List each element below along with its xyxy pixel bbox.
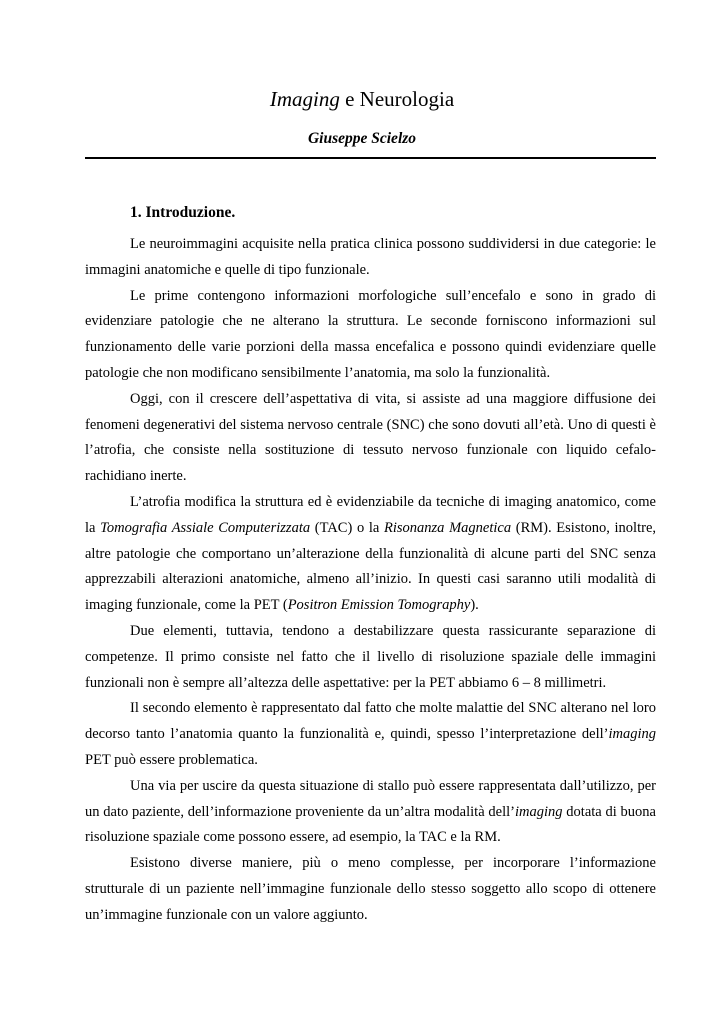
paragraph xyxy=(85,490,656,619)
italic-term: Tomografia Assiale Computerizzata xyxy=(100,519,311,536)
paragraph-text: Due elementi, tuttavia, tendono a destabilizzare questa rassicurante separazione di competenze. Il primo consiste nel fatto che il livello di risoluzione spaziale delle immagini funzionali non è sempre all’altezza delle aspettative: per la PET abbiamo 6 – 8 millimetri. xyxy=(85,622,656,691)
paragraph-text: Le prime contengono informazioni morfologiche sull’encefalo e sono in grado di evidenziare patologie che ne alterano la struttura. Le seconde forniscono informazioni sul funzionamento delle varie porzioni della massa encefalica e possono quindi evidenziare quelle patologie che non modificano sensibilmente l’anatomia, ma solo la funzionalità. xyxy=(85,287,656,381)
body-text xyxy=(85,232,656,929)
paragraph-text: dotata di buona risoluzione spaziale come possono essere, ad esempio, la TAC e la RM. xyxy=(85,803,656,846)
paragraph xyxy=(85,851,656,928)
italic-term: Positron Emission Tomography xyxy=(287,597,471,614)
paragraph-text: Esistono diverse maniere, più o meno complesse, per incorporare l’informazione strutturale di un paziente nell’immagine funzionale dello stesso soggetto allo scopo di ottenere un’immagine funzionale con un valore aggiunto. xyxy=(85,855,656,923)
paragraph-text: L’atrofia modifica la struttura ed è evidenziabile da tecniche di imaging anatomico, come la xyxy=(85,493,656,536)
author-name: Giuseppe Scielzo xyxy=(307,130,417,147)
paragraph-text: Una via per uscire da questa situazione di stallo può essere rappresentata dall’utilizzo, per un dato paziente, dell’informazione proveniente da un’altra modalità dell’ xyxy=(85,777,656,820)
paragraph xyxy=(85,774,656,851)
title-divider xyxy=(85,157,656,159)
paragraph-text: Le neuroimmagini acquisite nella pratica clinica possono suddividersi in due categorie: le immagini anatomiche e quelle di tipo funzionale. xyxy=(85,236,656,278)
paragraph-text: (RM). Esistono, inoltre, altre patologie che comportano un’alterazione della funzionalità di alcune parti del SNC senza apprezzabili alterazioni anatomiche, almeno all’inizio. In questi casi saranno utili modalità di imaging funzionale, come la PET ( xyxy=(85,519,657,614)
italic-term: imaging xyxy=(608,726,656,743)
paragraph-text: Il secondo elemento è rappresentato dal fatto che molte malattie del SNC alterano nel loro decorso tanto l’anatomia quanto la funzionalità e, quindi, spesso l’interpretazione dell’ xyxy=(85,700,656,743)
paragraph-text: PET può essere problematica. xyxy=(85,751,258,768)
paragraph xyxy=(85,696,656,773)
paragraph-text: Oggi, con il crescere dell’aspettativa di vita, si assiste ad una maggiore diffusione dei fenomeni degenerativi del sistema nervoso centrale (SNC) che sono dovuti all’età. Uno di questi è l’atrofia, che consiste nella sostituzione di tessuto nervoso funzionale con liquido cefalo-rachidiano inerte. xyxy=(85,390,656,485)
title-rest: e Neurologia xyxy=(339,87,455,111)
section-heading: 1. Introduzione. xyxy=(130,204,236,221)
italic-term: Risonanza Magnetica xyxy=(384,519,512,536)
paragraph-text: (TAC) o la xyxy=(310,519,384,536)
paragraph xyxy=(85,284,656,387)
italic-term: imaging xyxy=(514,803,563,820)
document-title xyxy=(0,84,724,114)
paragraph xyxy=(85,619,656,696)
paragraph-text: ). xyxy=(470,597,479,614)
title-italic-word: Imaging xyxy=(269,87,340,111)
paragraph xyxy=(85,387,656,490)
paragraph xyxy=(85,232,656,284)
